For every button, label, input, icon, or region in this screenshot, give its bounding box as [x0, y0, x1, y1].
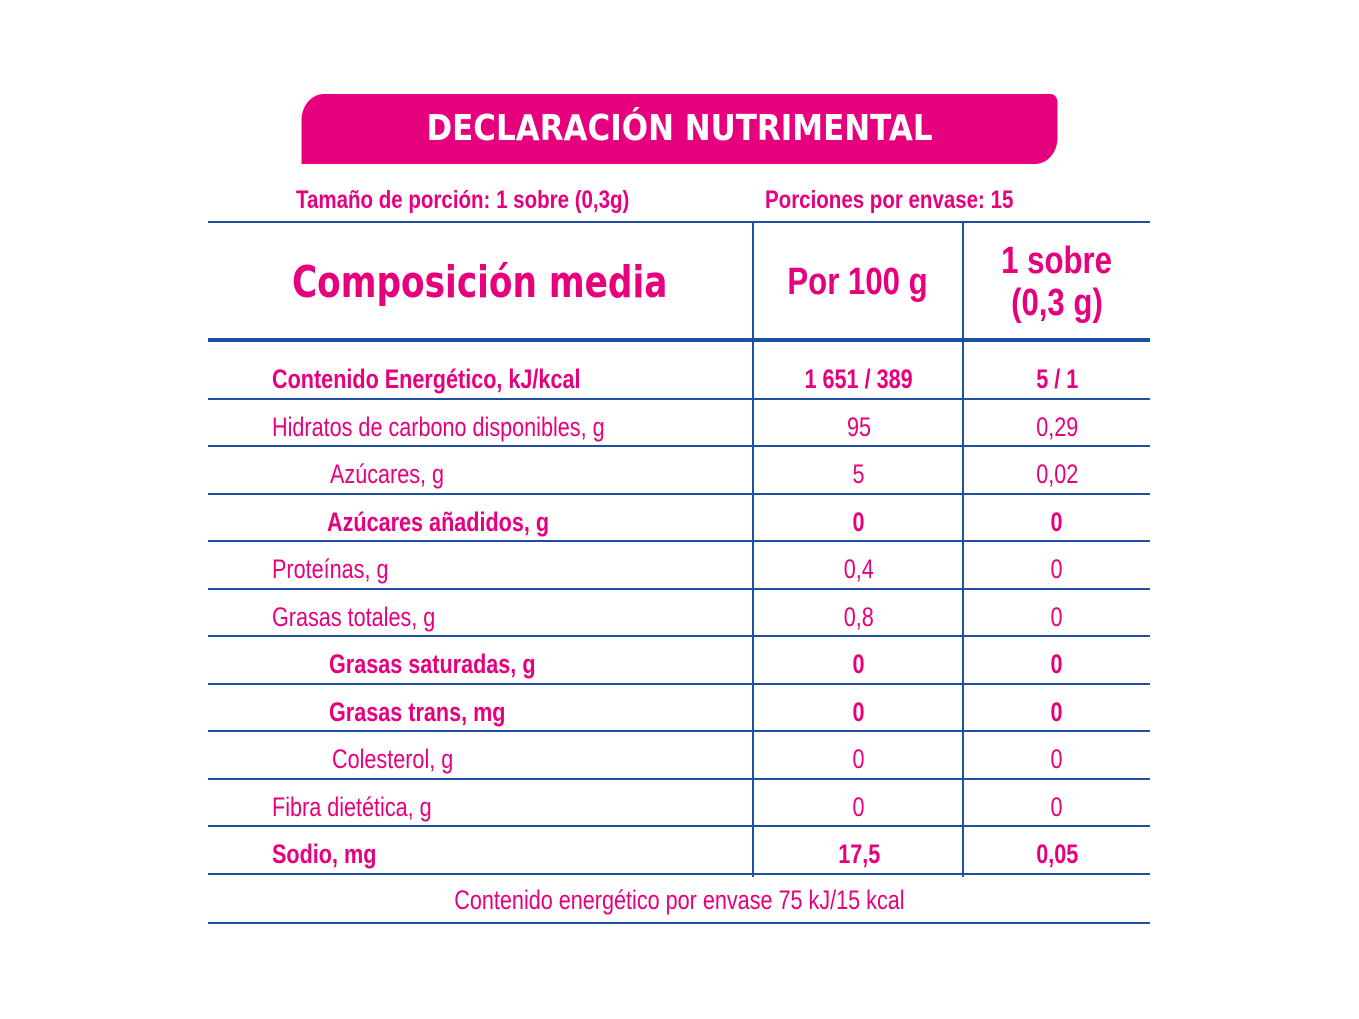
header-divider	[208, 338, 1150, 342]
value-per-100g: 95	[846, 412, 872, 442]
table-row	[208, 402, 1150, 449]
table-row	[208, 687, 1150, 734]
row-divider	[208, 540, 1150, 542]
table-row	[208, 592, 1150, 639]
table-row	[208, 734, 1150, 781]
nutrient-label: Hidratos de carbono disponibles, g	[272, 412, 605, 442]
row-divider	[208, 873, 1150, 875]
nutrient-label: Sodio, mg	[272, 839, 377, 869]
row-divider	[208, 588, 1150, 590]
page-title: DECLARACIÓN NUTRIMENTAL	[426, 108, 933, 149]
value-per-100g: 0	[852, 649, 866, 679]
value-per-sachet: 0	[1050, 792, 1064, 822]
row-divider	[208, 730, 1150, 732]
table-row	[208, 497, 1150, 544]
table-row	[208, 829, 1150, 876]
value-per-sachet: 0,05	[1035, 839, 1079, 869]
nutrient-label: Colesterol, g	[332, 744, 454, 774]
nutrient-label: Grasas totales, g	[272, 602, 436, 632]
value-per-sachet: 0	[1050, 697, 1064, 727]
title-banner	[302, 94, 1058, 164]
nutrient-label: Contenido Energético, kJ/kcal	[272, 364, 581, 394]
nutrient-label: Azúcares, g	[330, 459, 445, 489]
header-per-sachet: 1 sobre (0,3 g)	[1001, 240, 1113, 324]
value-per-sachet: 0,02	[1035, 459, 1079, 489]
row-divider	[208, 683, 1150, 685]
nutrient-label: Proteínas, g	[272, 554, 389, 584]
header-per-100g: Por 100 g	[787, 261, 929, 303]
row-divider	[208, 778, 1150, 780]
value-per-100g: 0	[852, 744, 866, 774]
value-per-sachet: 0	[1050, 554, 1064, 584]
value-per-sachet: 0	[1050, 649, 1064, 679]
table-row	[208, 639, 1150, 686]
value-per-100g: 0	[852, 697, 866, 727]
nutrient-label: Fibra dietética, g	[272, 792, 432, 822]
table-row	[208, 782, 1150, 829]
value-per-sachet: 0,29	[1035, 412, 1079, 442]
value-per-sachet: 0	[1050, 507, 1064, 537]
serving-size: Tamaño de porción: 1 sobre (0,3g)	[296, 186, 630, 214]
row-divider	[208, 825, 1150, 827]
value-per-100g: 0,8	[843, 602, 875, 632]
nutrient-label: Grasas saturadas, g	[329, 649, 536, 679]
divider	[208, 221, 1150, 223]
row-divider	[208, 635, 1150, 637]
value-per-sachet: 5 / 1	[1035, 364, 1079, 394]
value-per-sachet: 0	[1050, 602, 1064, 632]
nutrient-label: Grasas trans, mg	[329, 697, 506, 727]
value-per-100g: 1 651 / 389	[804, 364, 914, 394]
value-per-100g: 0,4	[843, 554, 875, 584]
divider	[208, 922, 1150, 924]
table-row	[208, 354, 1150, 401]
value-per-100g: 5	[852, 459, 866, 489]
value-per-100g: 17,5	[837, 839, 881, 869]
value-per-100g: 0	[852, 507, 866, 537]
nutrient-label: Azúcares añadidos, g	[327, 507, 550, 537]
row-divider	[208, 445, 1150, 447]
value-per-sachet: 0	[1050, 744, 1064, 774]
row-divider	[208, 398, 1150, 400]
header-composition: Composición media	[292, 256, 668, 308]
row-divider	[208, 493, 1150, 495]
footer-note: Contenido energético por envase 75 kJ/15 kcal	[453, 885, 905, 915]
servings-per-package: Porciones por envase: 15	[765, 186, 1014, 214]
table-row	[208, 449, 1150, 496]
table-row	[208, 544, 1150, 591]
value-per-100g: 0	[852, 792, 866, 822]
